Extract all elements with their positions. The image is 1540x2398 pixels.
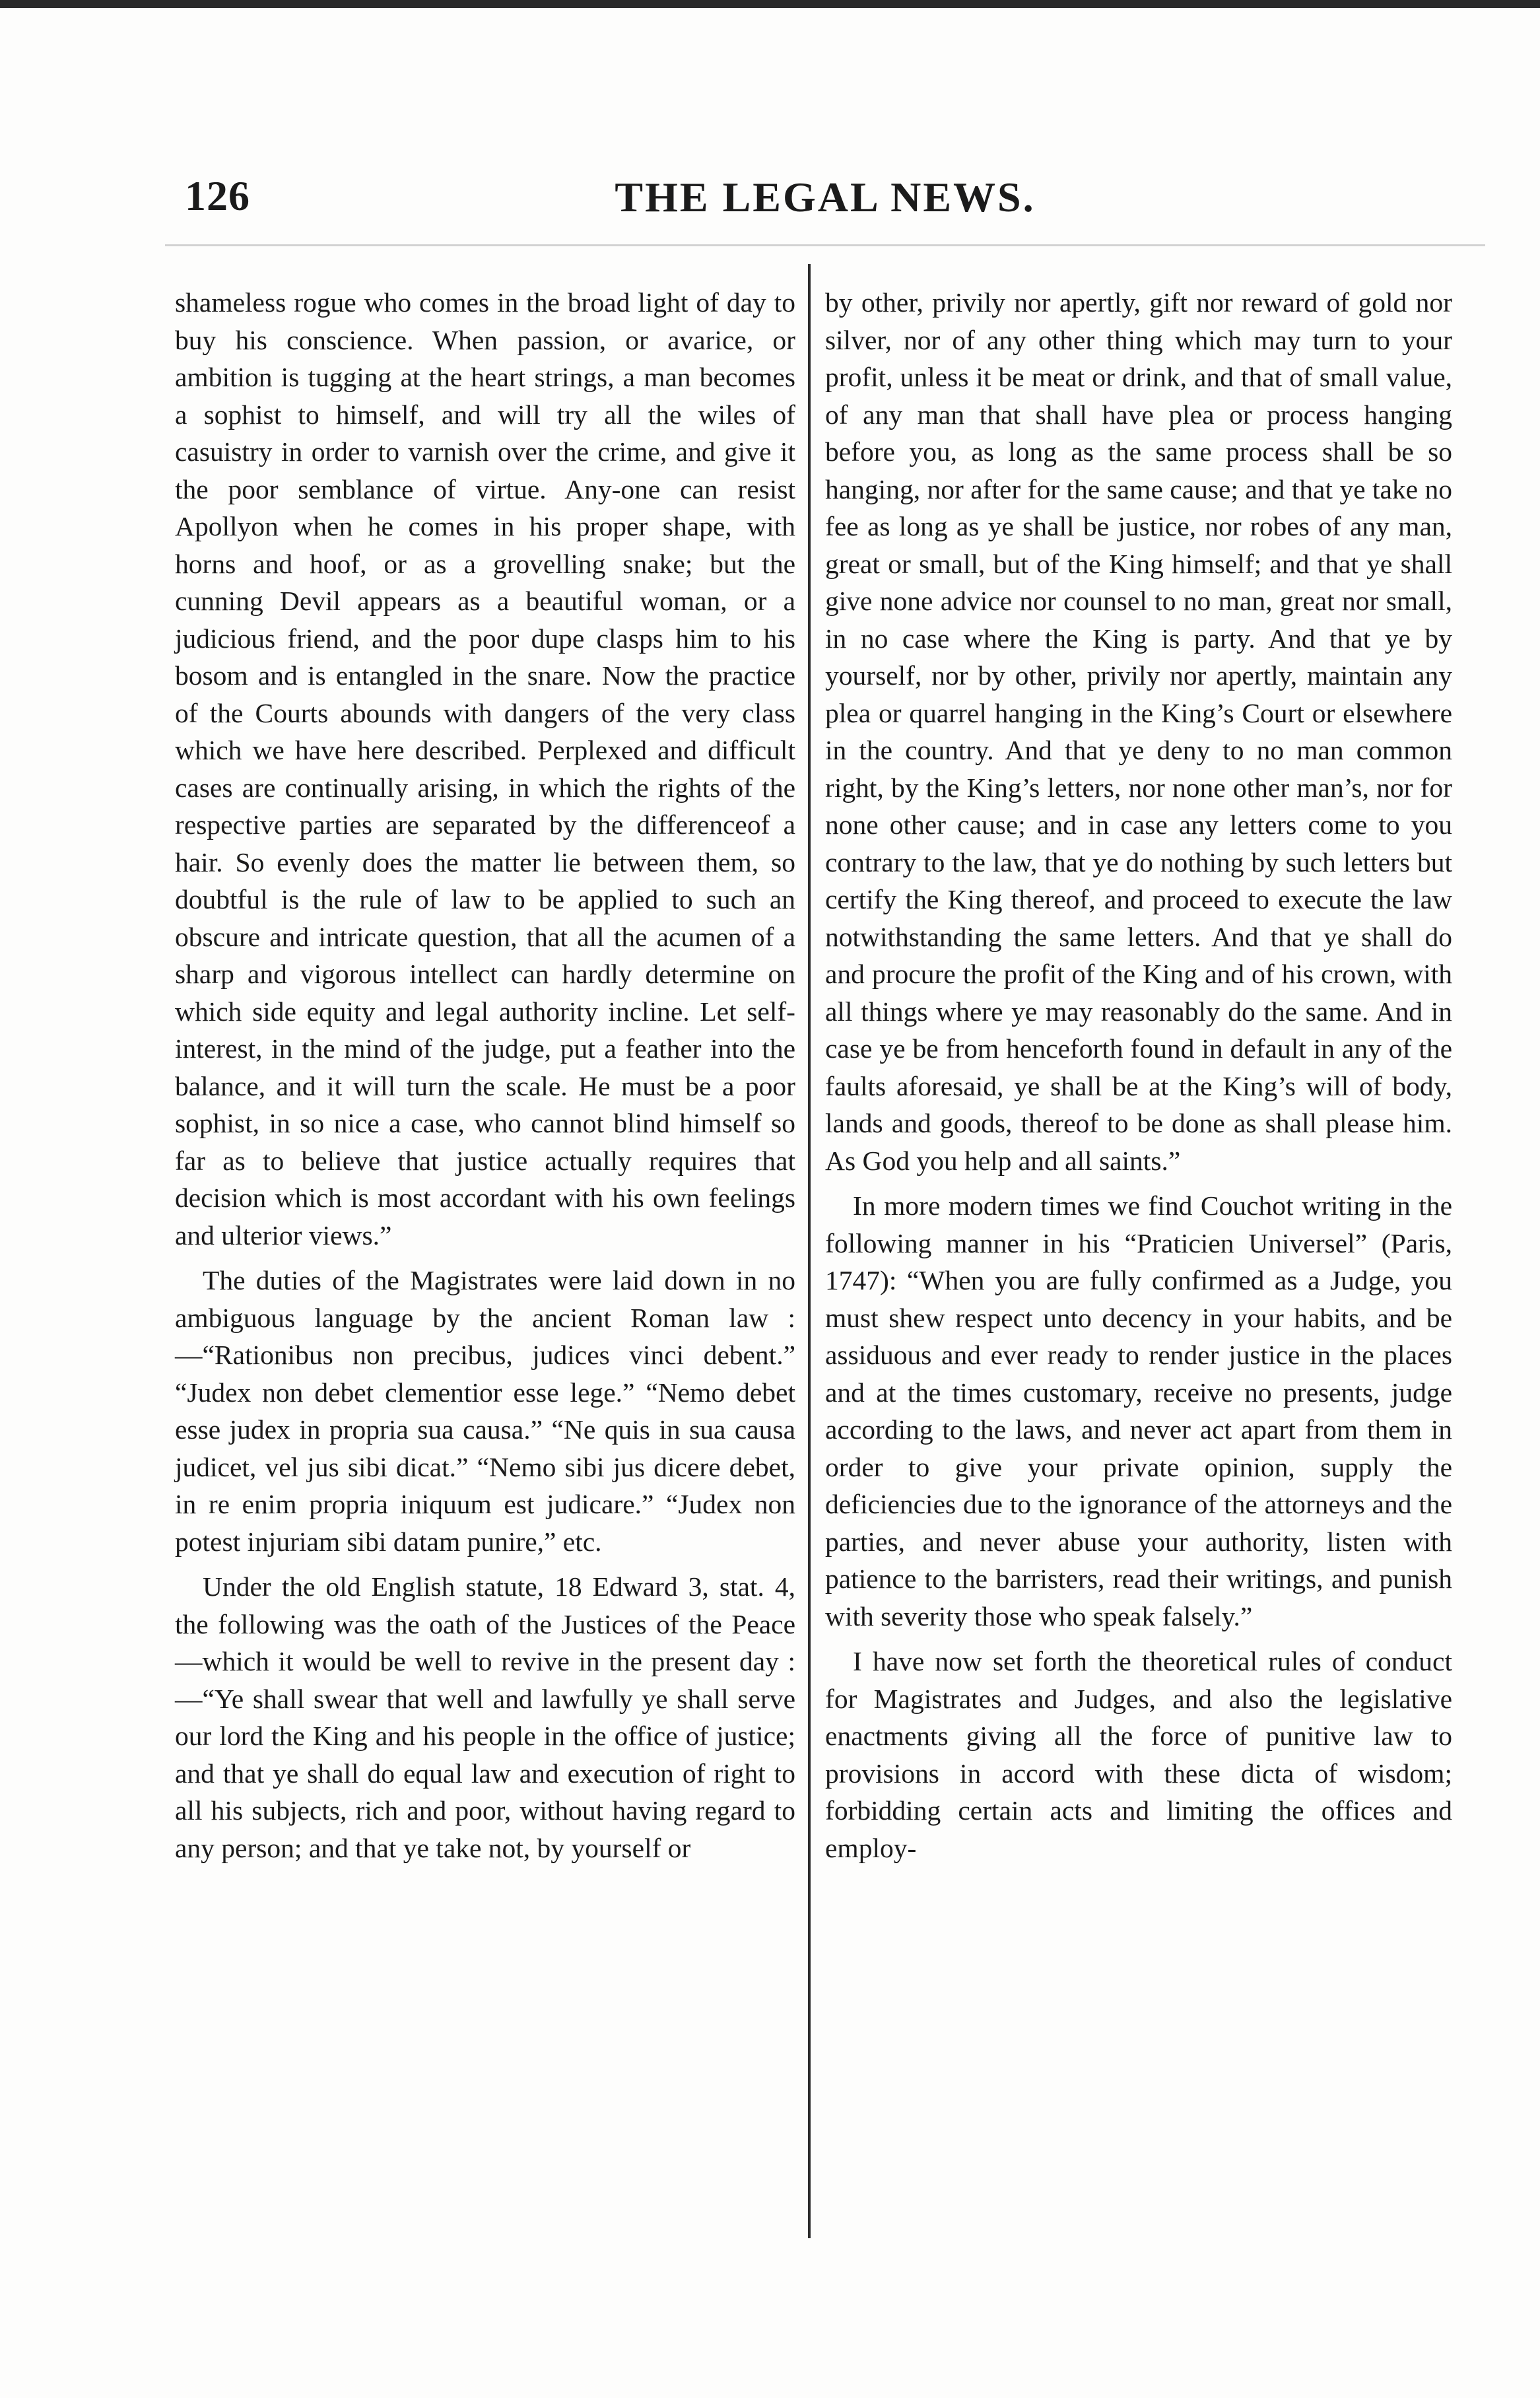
right-paragraph-2: In more modern times we find Couchot writing in the following manner in his “Praticien Universel” (Paris, 1747): “When you are fully confirmed as a Judge, you must shew respect unto decency in your habits, and be assiduous and ever ready to render justice in the places and at the times customary, receive no presents, judge according to the laws, and never act apart from them in order to give your private opinion, supply the deficiencies due to the ignorance of the attorneys and the parties, and never abuse your authority, listen with patience to the barristers, read their writings, and punish with severity those who speak falsely.” (825, 1190, 1452, 1631)
column-divider (808, 264, 811, 2238)
page-title: THE LEGAL NEWS. (615, 174, 1036, 221)
right-column (825, 284, 1452, 1874)
top-border (0, 0, 1540, 8)
header-divider (165, 244, 1485, 246)
left-paragraph-3: Under the old English statute, 18 Edward 3, stat. 4, the following was the oath of the Justices of the Peace—which it would be well to revive in the present day :—“Ye shall swear that well and lawfully ye shall serve our lord the King and his people in the office of justice; and that ye shall do equal law and execution of right to all his subjects, rich and poor, without having regard to any person; and that ye take not, by yourself or (175, 1571, 795, 1863)
right-paragraph-3: I have now set forth the theoretical rules of conduct for Magistrates and Judges, and also the legislative enactments giving all the force of punitive law to provisions in accord with these dicta of wisdom; forbidding certain acts and limiting the offices and employ- (825, 1646, 1452, 1863)
page-number: 126 (185, 172, 250, 219)
left-paragraph-2: The duties of the Magistrates were laid down in no ambiguous language by the ancient Roman law :—“Rationibus non precibus, judices vinci debent.” “Judex non debet clementior esse lege.” “Nemo debet esse judex in propria sua causa.” “Ne quis in sua causa judicet, vel jus sibi dicat.” “Nemo sibi jus dicere debet, in re enim propria iniquum est judicare.” “Judex non potest injuriam sibi datam punire,” etc. (175, 1265, 795, 1557)
left-column (175, 284, 795, 1874)
right-paragraph-1: by other, privily nor apertly, gift nor reward of gold nor silver, nor of any other thing which may turn to your profit, unless it be meat or drink, and that of small value, of any man that shall have plea or process hanging before you, as long as the same process shall be so hanging, nor after for the same cause; and that ye take no fee as long as ye shall be justice, nor robes of any man, great or small, but of the King himself; and that ye shall give none advice nor counsel to no man, great nor small, in no case where the King is party. And that ye by yourself, nor by other, privily nor apertly, maintain any plea or quarrel hanging in the King’s Court or elsewhere in the country. And that ye deny to no man common right, by the King’s letters, nor none other man’s, nor for none other cause; and in case any letters come to you contrary to the law, that ye do nothing by such letters but certify the King thereof, and proceed to execute the law notwithstanding the same letters. And that ye shall do and procure the profit of the King and of his crown, with all things where ye may reasonably do the same. And in case ye be from henceforth found in default in any of the faults aforesaid, ye shall be at the King’s will of body, lands and goods, thereof to be done as shall please him. As God you help and all saints.” (825, 287, 1452, 1176)
left-paragraph-1: shameless rogue who comes in the broad light of day to buy his conscience. When passion, or avarice, or ambition is tugging at the heart strings, a man becomes a sophist to himself, and will try all the wiles of casuistry in order to varnish over the crime, and give it the poor semblance of virtue. Any-one can resist Apollyon when he comes in his proper shape, with horns and hoof, or as a grovelling snake; but the cunning Devil appears as a beautiful woman, or a judicious friend, and the poor dupe clasps him to his bosom and is entangled in the snare. Now the practice of the Courts abounds with dangers of the very class which we have here described. Perplexed and difficult cases are continually arising, in which the rights of the respective parties are separated by the differenceof a hair. So evenly does the matter lie between them, so doubtful is the rule of law to be applied to such an obscure and intricate question, that all the acumen of a sharp and vigorous intellect can hardly determine on which side equity and legal authority incline. Let self-interest, in the mind of the judge, put a feather into the balance, and it will turn the scale. He must be a poor sophist, in so nice a case, who cannot blind himself so far as to believe that justice actually requires that decision which is most accordant with his own feelings and ulterior views.” (175, 287, 795, 1250)
